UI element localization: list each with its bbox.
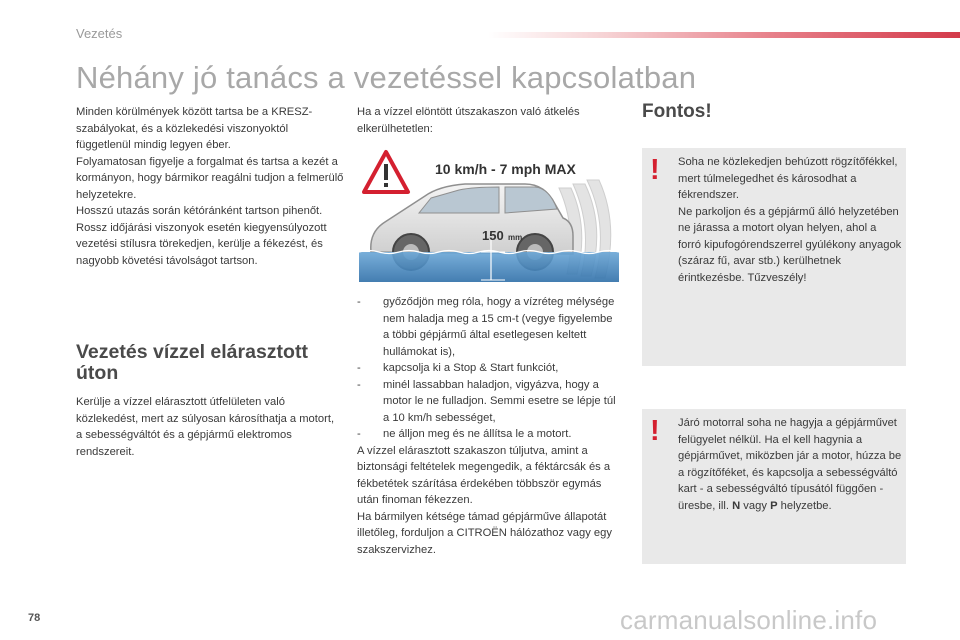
list-item-text: ne álljon meg és ne állítsa le a motort. xyxy=(383,428,572,440)
depth-value: 150 xyxy=(482,228,504,243)
list-item xyxy=(357,360,619,377)
exclamation-icon: ! xyxy=(650,415,660,447)
page-title: Néhány jó tanács a vezetéssel kapcsolatban xyxy=(76,60,697,95)
list-item-text: kapcsolja ki a Stop & Start funkciót, xyxy=(383,362,559,374)
list-dash: - xyxy=(357,378,361,391)
gear-n-label: N xyxy=(732,499,741,512)
flooded-road-illustration xyxy=(359,148,619,288)
after-paragraph: A vízzel elárasztott szakaszon túljutva, amint a biztonsági feltételek megengedik, a féktárcsák és a fékbetétek szárítása érdekében többször egymás után finoman fékezzen. xyxy=(357,444,611,506)
warning-text-part: helyzetbe. xyxy=(777,499,832,512)
list-dash: - xyxy=(357,296,361,308)
flood-paragraph: Kerülje a vízzel elárasztott útfelületen való közlekedést, mert az súlyosan károsíthatja a motort, a sebességváltót és a gépjármű elektromos rendszereit. xyxy=(76,396,335,458)
intro-column xyxy=(76,104,344,269)
list-dash: - xyxy=(357,428,361,440)
list-item-text: győződjön meg róla, hogy a vízréteg mélysége nem haladja meg a 15 cm-t (vegye figyelembe a többi gépjármű által esetlegesen keltett hullámokat is), xyxy=(383,296,615,358)
page-number: 78 xyxy=(28,612,41,624)
warning-paragraph: Soha ne közlekedjen behúzott rögzítőfékkel, mert túlmelegedhet és károsodhat a fékrendszer. xyxy=(678,156,898,201)
warning-paragraph: Ne parkoljon és a gépjármű álló helyzetében ne járassa a motort olyan helyen, ahol a forró kipufogórendszerrel gyúlékony anyagok (száraz fű, avar stb.) kerülhetnek érintkezésbe. Tűzveszély! xyxy=(678,205,902,284)
list-item xyxy=(357,426,619,443)
flood-heading: Vezetés vízzel elárasztott úton xyxy=(76,341,308,384)
list-dash: - xyxy=(357,362,361,374)
warning-text-part: Járó motorral soha ne hagyja a gépjárművet felügyelet nélkül. Ha el kell hagynia a gépjárművet, miközben jár a motor, húzza be a rögzítőféket, és kapcsolja a sebességváltó kart - a sebességváltó típusától függően - üresbe, ill. xyxy=(678,417,902,512)
depth-unit: mm xyxy=(508,233,523,242)
list-item xyxy=(357,294,619,360)
list-item-text: minél lassabban haladjon, vigyázva, hogy a motor le ne fulladjon. Semmi esetre se lépje túl a 10 km/h sebességet, xyxy=(383,378,616,424)
watermark: carmanualsonline.info xyxy=(620,605,878,635)
gear-p-label: P xyxy=(770,499,778,512)
important-heading: Fontos! xyxy=(642,101,712,122)
after-paragraph: Ha bármilyen kétsége támad gépjárműve állapotát illetőleg, forduljon a CITROËN hálózathoz vagy egy szakszervizhez. xyxy=(357,510,612,556)
warning-text xyxy=(678,415,902,514)
instruction-list xyxy=(357,294,619,443)
header-accent-bar xyxy=(488,32,960,38)
warning-box xyxy=(642,148,906,366)
exclamation-icon: ! xyxy=(650,154,660,186)
intro-paragraph: Hosszú utazás során kétóránként tartson pihenőt. xyxy=(76,205,323,217)
section-title: Vezetés xyxy=(76,26,123,41)
flood-instructions xyxy=(357,294,619,558)
warning-text-part: vagy xyxy=(740,499,771,512)
flooded-car-image xyxy=(359,148,619,288)
intro-paragraph: Minden körülmények között tartsa be a KRESZ-szabályokat, és a közlekedési viszonyoktól függetlenül mindig legyen éber. xyxy=(76,106,313,151)
list-item xyxy=(357,377,619,427)
warning-box xyxy=(642,409,906,564)
flood-intro: Ha a vízzel elöntött útszakaszon való átkelés elkerülhetetlen: xyxy=(357,106,580,135)
intro-paragraph: Rossz időjárási viszonyok esetén kiegyensúlyozott vezetési stílusra törekedjen, kerülje a fékezést, és nagyobb követési távolságot tartson. xyxy=(76,221,327,267)
warning-text xyxy=(678,154,902,286)
intro-paragraph: Folyamatosan figyelje a forgalmat és tartsa a kezét a kormányon, hogy bármikor reagálni tudjon a felmerülő helyzetekre. xyxy=(76,155,344,201)
speed-limit-label: 10 km/h - 7 mph MAX xyxy=(435,161,576,177)
